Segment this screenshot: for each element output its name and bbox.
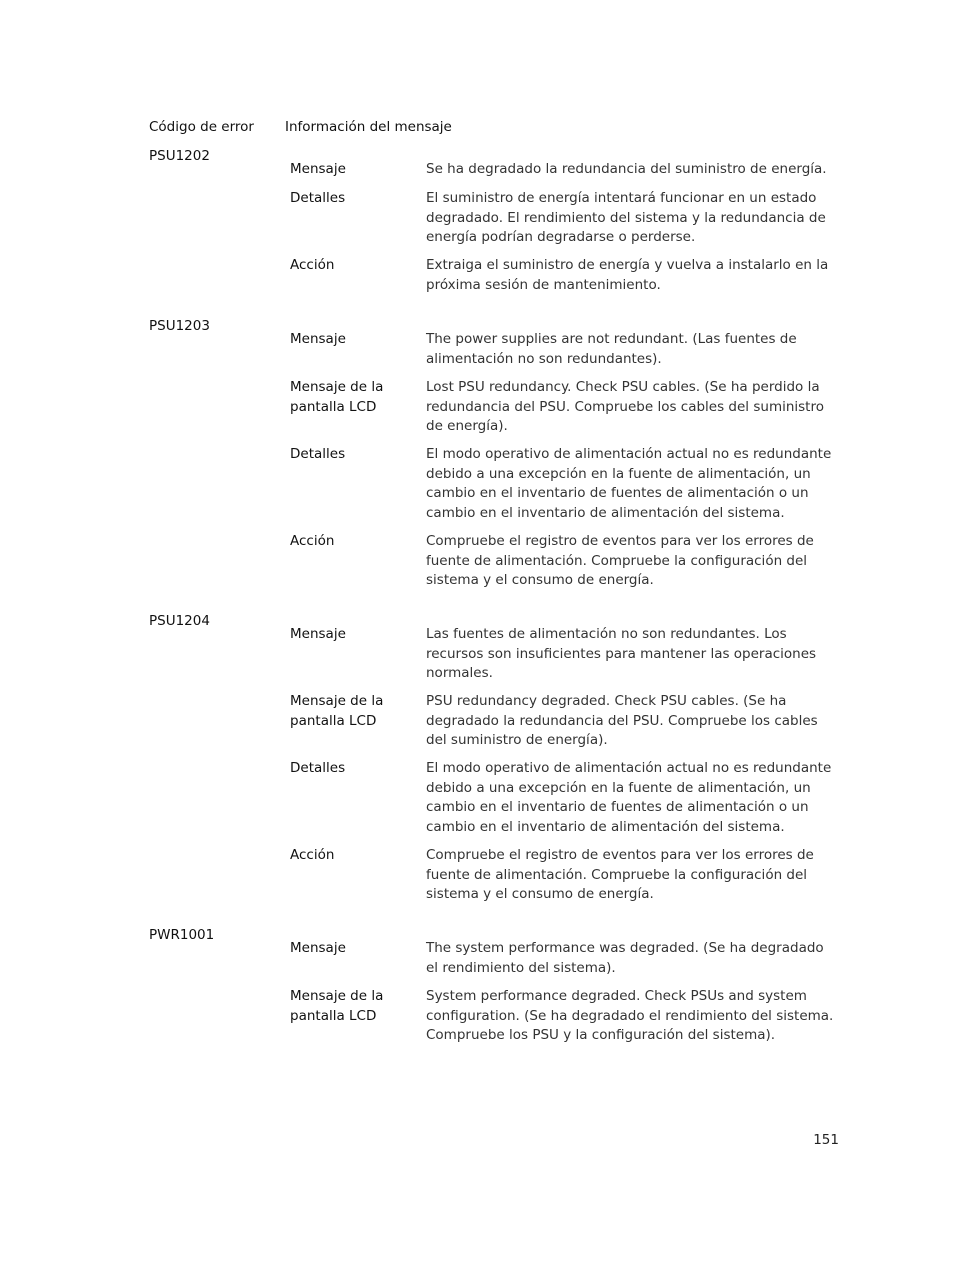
- field-text: El modo operativo de alimentación actual no es redundante debido a una excepción en la fuente de alimentación, un cambio en el inventario de fuentes de alimentación o un cambio en el inventario de alimentación del sistema.: [426, 760, 832, 835]
- field-text: El modo operativo de alimentación actual no es redundante debido a una excepción en la fuente de alimentación, un cambio en el inventario de fuentes de alimentación o un cambio en el inventario de alimentación del sistema.: [426, 446, 832, 521]
- field-label: Detalles: [290, 446, 346, 462]
- field-text: Compruebe el registro de eventos para ver los errores de fuente de alimentación. Compruebe la configuración del sistema y el consumo de energía.: [426, 533, 814, 588]
- table-header: [149, 118, 849, 140]
- field-label: Mensaje de la pantalla LCD: [290, 693, 384, 729]
- field-text: Lost PSU redundancy. Check PSU cables. (Se ha perdido la redundancia del PSU. Compruebe los cables del suministro de energía).: [426, 379, 824, 434]
- error-code: PSU1203: [149, 318, 210, 334]
- field-label: Mensaje: [290, 626, 346, 642]
- field-label: Mensaje: [290, 940, 346, 956]
- field-label: Detalles: [290, 190, 346, 206]
- field-text: El suministro de energía intentará funcionar en un estado degradado. El rendimiento del sistema y la redundancia de energía podrían degradarse o perderse.: [426, 190, 826, 245]
- field-label: Mensaje: [290, 331, 346, 347]
- field-label: Mensaje de la pantalla LCD: [290, 988, 384, 1024]
- field-text: System performance degraded. Check PSUs and system configuration. (Se ha degradado el rendimiento del sistema. Compruebe los PSU y la configuración del sistema).: [426, 988, 834, 1043]
- field-label: Acción: [290, 533, 335, 549]
- field-text: Las fuentes de alimentación no son redundantes. Los recursos son insuficientes para mantener las operaciones normales.: [426, 626, 817, 681]
- field-text: Compruebe el registro de eventos para ver los errores de fuente de alimentación. Compruebe la configuración del sistema y el consumo de energía.: [426, 847, 814, 902]
- field-label: Detalles: [290, 760, 346, 776]
- field-label: Acción: [290, 257, 335, 273]
- error-code: PSU1202: [149, 148, 210, 164]
- field-label: Acción: [290, 847, 335, 863]
- field-text: The power supplies are not redundant. (Las fuentes de alimentación no son redundantes).: [426, 331, 797, 367]
- field-text: Extraiga el suministro de energía y vuelva a instalarlo en la próxima sesión de mantenimiento.: [426, 257, 829, 293]
- page-number: 151: [813, 1132, 839, 1148]
- column-header-message-info: Información del mensaje: [285, 119, 452, 135]
- field-label: Mensaje de la pantalla LCD: [290, 379, 384, 415]
- column-header-error-code: Código de error: [149, 119, 254, 135]
- error-code: PWR1001: [149, 927, 215, 943]
- field-label: Mensaje: [290, 161, 346, 177]
- field-text: The system performance was degraded. (Se ha degradado el rendimiento del sistema).: [426, 940, 824, 976]
- field-text: PSU redundancy degraded. Check PSU cables. (Se ha degradado la redundancia del PSU. Compruebe los cables del suministro de energía).: [426, 693, 818, 748]
- field-text: Se ha degradado la redundancia del suministro de energía.: [426, 161, 827, 177]
- error-code: PSU1204: [149, 613, 210, 629]
